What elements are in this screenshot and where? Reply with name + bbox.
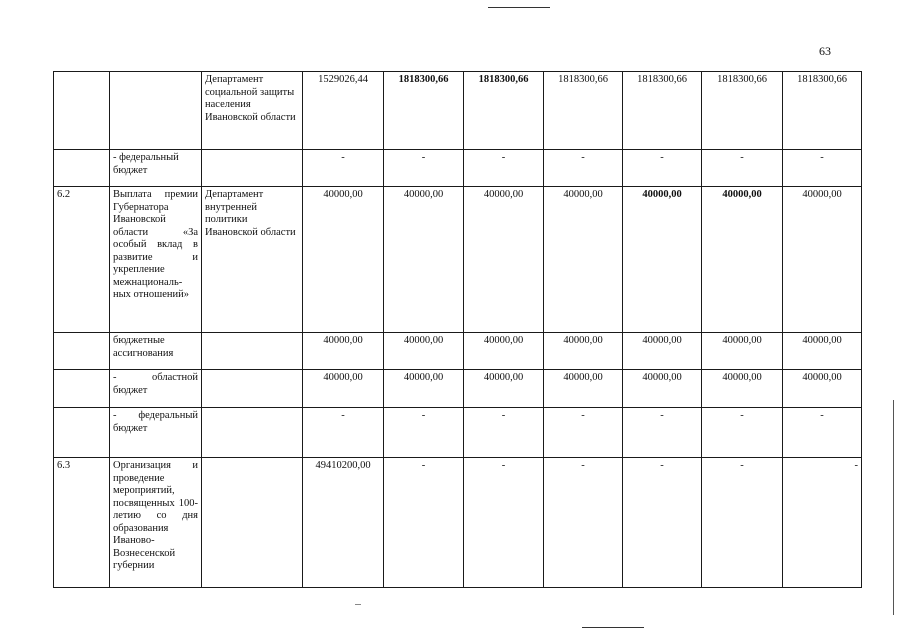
value-cell: -	[464, 458, 544, 588]
description-cell: - федеральный бюджет	[110, 150, 202, 187]
value-cell: 40000,00	[544, 333, 623, 370]
executor-cell	[202, 150, 303, 187]
scan-edge-line	[893, 400, 894, 615]
value-cell: 40000,00	[623, 370, 702, 408]
value-cell: -	[702, 150, 783, 187]
table-row	[54, 150, 862, 187]
description-cell: - областной бюджет	[110, 370, 202, 408]
value-cell: -	[544, 458, 623, 588]
value-cell: -	[623, 150, 702, 187]
value-cell: -	[384, 150, 464, 187]
footer-rule	[582, 627, 644, 628]
value-cell: 49410200,00	[303, 458, 384, 588]
executor-cell	[202, 333, 303, 370]
value-cell: -	[623, 458, 702, 588]
value-cell: 40000,00	[702, 370, 783, 408]
value-cell: -	[544, 150, 623, 187]
value-cell: 40000,00	[544, 370, 623, 408]
value-cell: 40000,00	[384, 187, 464, 333]
executor-cell	[202, 458, 303, 588]
code-cell: 6.2	[54, 187, 110, 333]
value-cell: 1529026,44	[303, 72, 384, 150]
code-cell	[54, 408, 110, 458]
table-row	[54, 458, 862, 588]
value-cell: -	[783, 150, 862, 187]
value-cell: 40000,00	[303, 370, 384, 408]
value-cell: 1818300,66	[783, 72, 862, 150]
code-cell	[54, 333, 110, 370]
value-cell: 40000,00	[384, 370, 464, 408]
code-cell: 6.3	[54, 458, 110, 588]
value-cell: 1818300,66	[384, 72, 464, 150]
executor-cell: Департамент социальной защиты населения Ивановской области	[202, 72, 303, 150]
value-cell: 40000,00	[702, 333, 783, 370]
value-cell: -	[783, 458, 862, 588]
value-cell: 40000,00	[303, 187, 384, 333]
value-cell: 40000,00	[702, 187, 783, 333]
value-cell: 1818300,66	[623, 72, 702, 150]
description-cell: Организация и проведение мероприятий, посвященных 100-летию со дня образования Иваново-Вознесенской губернии	[110, 458, 202, 588]
code-cell	[54, 370, 110, 408]
value-cell: -	[544, 408, 623, 458]
executor-cell: Департамент внутренней политики Ивановской области	[202, 187, 303, 333]
description-cell: - федеральный бюджет	[110, 408, 202, 458]
code-cell	[54, 72, 110, 150]
table-row	[54, 370, 862, 408]
value-cell: 40000,00	[623, 333, 702, 370]
executor-cell	[202, 408, 303, 458]
executor-cell	[202, 370, 303, 408]
description-cell: Выплата премии Губернатора Ивановской области «За особый вклад в развитие и укрепление межнациональ-ных отношений»	[110, 187, 202, 333]
value-cell: 40000,00	[783, 370, 862, 408]
value-cell: -	[464, 150, 544, 187]
value-cell: 40000,00	[464, 333, 544, 370]
value-cell: 40000,00	[783, 187, 862, 333]
header-rule	[488, 7, 550, 8]
value-cell: 1818300,66	[464, 72, 544, 150]
value-cell: 40000,00	[464, 187, 544, 333]
value-cell: -	[384, 408, 464, 458]
value-cell: -	[702, 408, 783, 458]
value-cell: 40000,00	[303, 333, 384, 370]
table-row	[54, 72, 862, 150]
value-cell: 40000,00	[783, 333, 862, 370]
value-cell: -	[464, 408, 544, 458]
value-cell: -	[384, 458, 464, 588]
value-cell: -	[702, 458, 783, 588]
page-number: 63	[819, 44, 831, 58]
value-cell: 40000,00	[464, 370, 544, 408]
description-cell: бюджетные ассигнования	[110, 333, 202, 370]
code-cell	[54, 150, 110, 187]
budget-table	[53, 71, 862, 588]
value-cell: -	[623, 408, 702, 458]
value-cell: 1818300,66	[544, 72, 623, 150]
value-cell: -	[303, 150, 384, 187]
value-cell: 40000,00	[623, 187, 702, 333]
value-cell: 40000,00	[544, 187, 623, 333]
value-cell: -	[783, 408, 862, 458]
description-cell	[110, 72, 202, 150]
table-row	[54, 408, 862, 458]
value-cell: 40000,00	[384, 333, 464, 370]
value-cell: -	[303, 408, 384, 458]
value-cell: 1818300,66	[702, 72, 783, 150]
table-row	[54, 187, 862, 333]
scan-speck	[355, 604, 361, 605]
table-row	[54, 333, 862, 370]
